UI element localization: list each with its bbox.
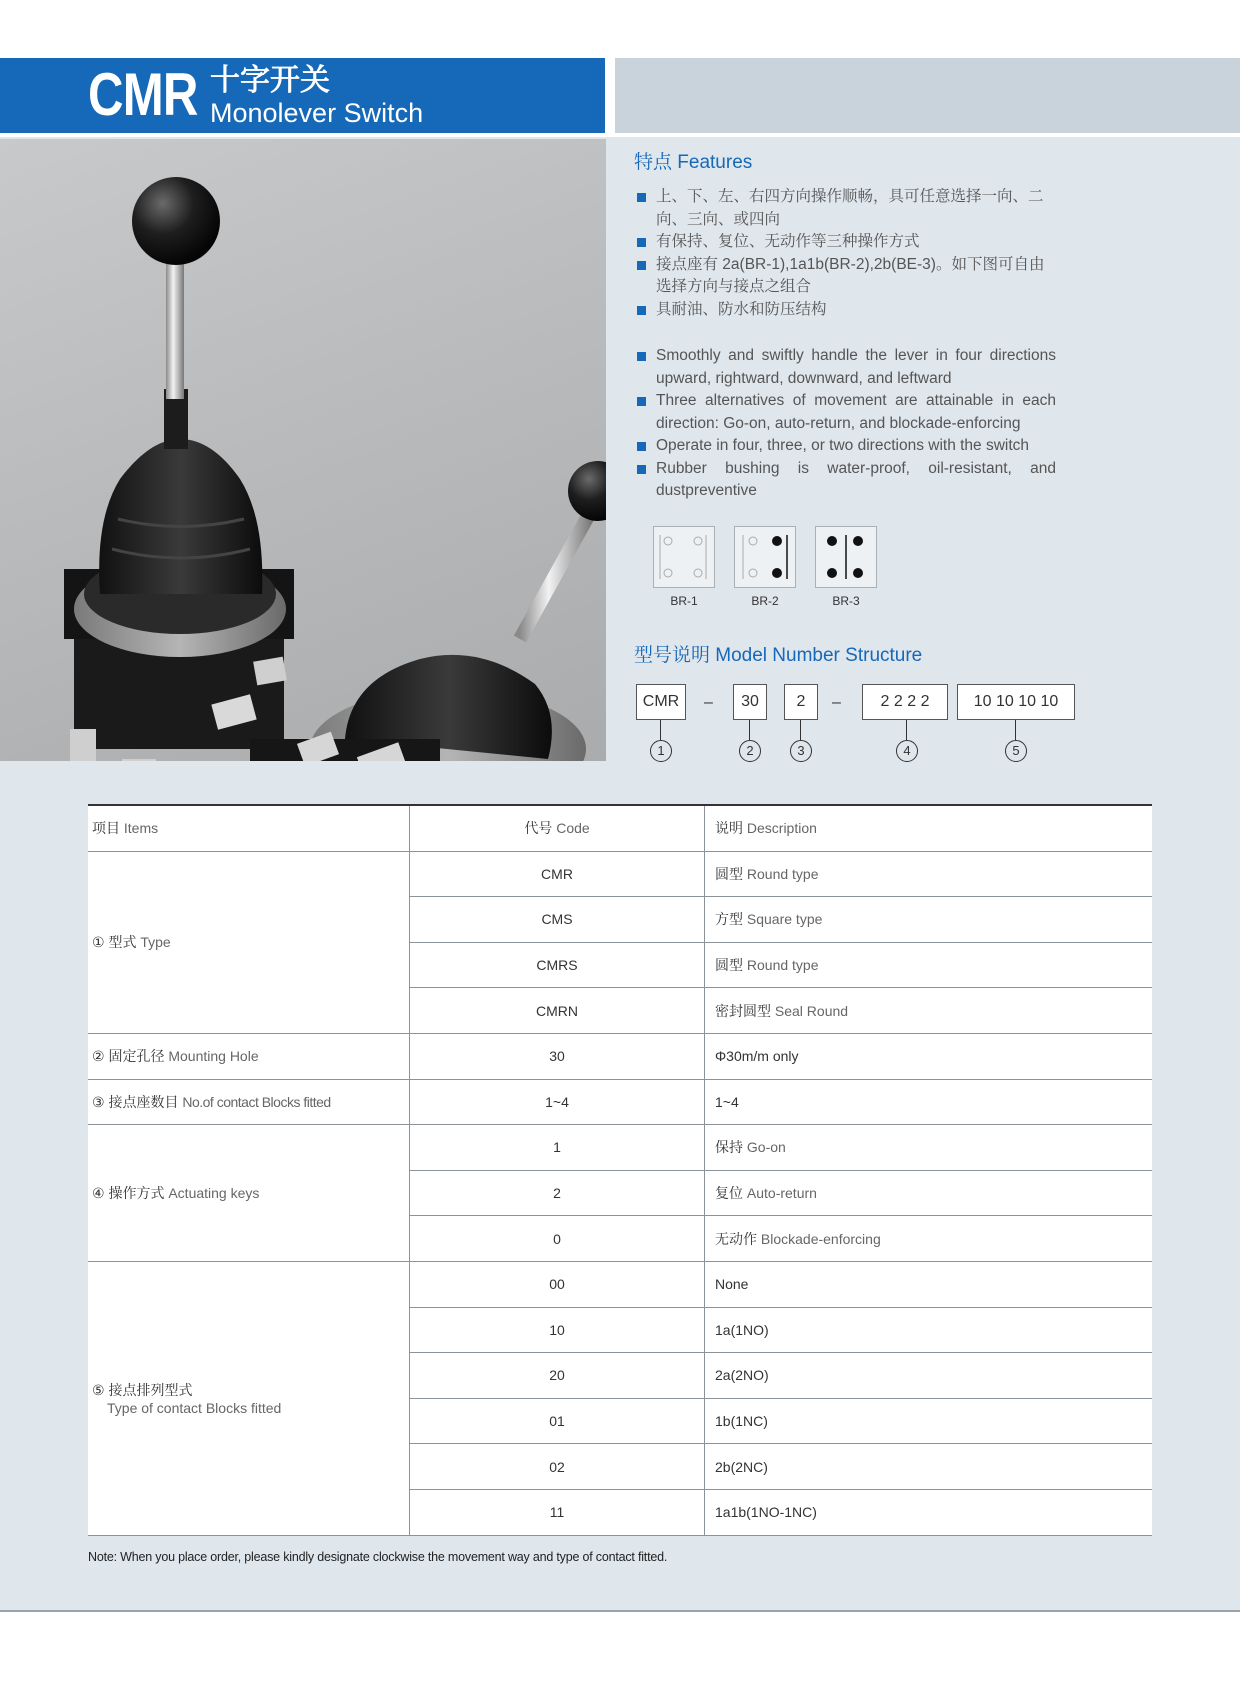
feature-cn-item: 上、下、左、右四方向操作顺畅，具可任意选择一向、二向、三向、或四向 (636, 186, 1056, 231)
model-box-contacts: 10 10 10 10 (957, 684, 1075, 720)
br3-label: BR-3 (832, 594, 860, 608)
item-actuating-keys: ④ 操作方式 Actuating keys (88, 1125, 410, 1262)
item-mounting-hole: ② 固定孔径 Mounting Hole (88, 1033, 410, 1079)
title-en: Monolever Switch (210, 98, 424, 128)
item-contact-blocks: ③ 接点座数目 No.of contact Blocks fitted (88, 1079, 410, 1125)
feature-en-item: Smoothly and swiftly handle the lever in four directions upward, rightward, downward, and leftward (636, 345, 1056, 390)
code-cell: CMRN (410, 988, 705, 1034)
desc-cell: 1~4 (705, 1079, 1153, 1125)
code-cell: 1 (410, 1125, 705, 1171)
spec-table (88, 804, 1152, 1536)
desc-cell: 1a1b(1NO-1NC) (705, 1489, 1153, 1535)
code-cell: 11 (410, 1489, 705, 1535)
table-row (88, 851, 1152, 897)
marker-4: 4 (896, 740, 918, 762)
model-box-actuating: 2 2 2 2 (862, 684, 948, 720)
code-cell: CMR (410, 851, 705, 897)
title-cn: 十字开关 (210, 63, 330, 98)
feature-cn-item: 具耐油、防水和防压结构 (636, 299, 1056, 322)
code-cell: 02 (410, 1444, 705, 1490)
desc-cell: 圆型 Round type (705, 942, 1153, 988)
model-box-hole: 30 (733, 684, 767, 720)
feature-en-item: Three alternatives of movement are attainable in each direction: Go-on, auto-return, and blockade-enforcing (636, 390, 1056, 435)
desc-cell: 圆型 Round type (705, 851, 1153, 897)
marker-line (906, 720, 907, 740)
br1-label: BR-1 (670, 594, 698, 608)
feature-en-item: Rubber bushing is water-proof, oil-resistant, and dustpreventive (636, 458, 1056, 503)
desc-cell: 无动作 Blockade-enforcing (705, 1216, 1153, 1262)
br2-diagram (734, 526, 796, 588)
model-box-type: CMR (636, 684, 686, 720)
desc-cell: 密封圆型 Seal Round (705, 988, 1153, 1034)
model-box-blocks: 2 (784, 684, 818, 720)
table-row (88, 1079, 1152, 1125)
features-cn-list (636, 186, 1056, 321)
code-cell: 20 (410, 1353, 705, 1399)
code-cell: 0 (410, 1216, 705, 1262)
features-title: 特点 Features (634, 152, 753, 173)
product-photo (0, 139, 606, 761)
feature-en-item: Operate in four, three, or two directions with the switch (636, 435, 1056, 458)
marker-line (749, 720, 750, 740)
br1-diagram (653, 526, 715, 588)
code-cell: CMS (410, 897, 705, 943)
table-header-row (88, 805, 1152, 851)
marker-2: 2 (739, 740, 761, 762)
model-structure-title: 型号说明 Model Number Structure (634, 645, 923, 666)
marker-line (800, 720, 801, 740)
code-cell: 01 (410, 1398, 705, 1444)
code-cell: 10 (410, 1307, 705, 1353)
desc-cell: 1b(1NC) (705, 1398, 1153, 1444)
desc-cell: 2b(2NC) (705, 1444, 1153, 1490)
br3-diagram (815, 526, 877, 588)
br2-label: BR-2 (751, 594, 779, 608)
desc-cell: Φ30m/m only (705, 1033, 1153, 1079)
code-cell: 2 (410, 1170, 705, 1216)
model-separator: – (704, 694, 713, 711)
model-name: CMR (88, 61, 198, 128)
desc-cell: None (705, 1261, 1153, 1307)
desc-cell: 1a(1NO) (705, 1307, 1153, 1353)
desc-cell: 复位 Auto-return (705, 1170, 1153, 1216)
code-cell: 30 (410, 1033, 705, 1079)
order-note: Note: When you place order, please kindly designate clockwise the movement way and type of contact fitted. (88, 1550, 668, 1564)
marker-line (660, 720, 661, 740)
table-row (88, 1125, 1152, 1171)
desc-cell: 2a(2NO) (705, 1353, 1153, 1399)
bottom-rule (0, 1610, 1240, 1612)
marker-line (1015, 720, 1016, 740)
code-cell: CMRS (410, 942, 705, 988)
model-separator: – (832, 694, 841, 711)
header-grey-panel (615, 58, 1240, 133)
header-description: 说明 Description (705, 805, 1153, 851)
header-items: 项目 Items (88, 805, 410, 851)
marker-1: 1 (650, 740, 672, 762)
table-row (88, 1033, 1152, 1079)
table-row (88, 1261, 1152, 1307)
marker-5: 5 (1005, 740, 1027, 762)
marker-3: 3 (790, 740, 812, 762)
desc-cell: 方型 Square type (705, 897, 1153, 943)
item-contact-arrangement: ⑤ 接点排列型式 Type of contact Blocks fitted (88, 1261, 410, 1535)
features-en-list (636, 345, 1056, 503)
desc-cell: 保持 Go-on (705, 1125, 1153, 1171)
header-code: 代号 Code (410, 805, 705, 851)
feature-cn-item: 接点座有 2a(BR-1),1a1b(BR-2),2b(BE-3)。如下图可自由选择方向与接点之组合 (636, 254, 1056, 299)
code-cell: 1~4 (410, 1079, 705, 1125)
code-cell: 00 (410, 1261, 705, 1307)
feature-cn-item: 有保持、复位、无动作等三种操作方式 (636, 231, 1056, 254)
item-type: ① 型式 Type (88, 851, 410, 1033)
